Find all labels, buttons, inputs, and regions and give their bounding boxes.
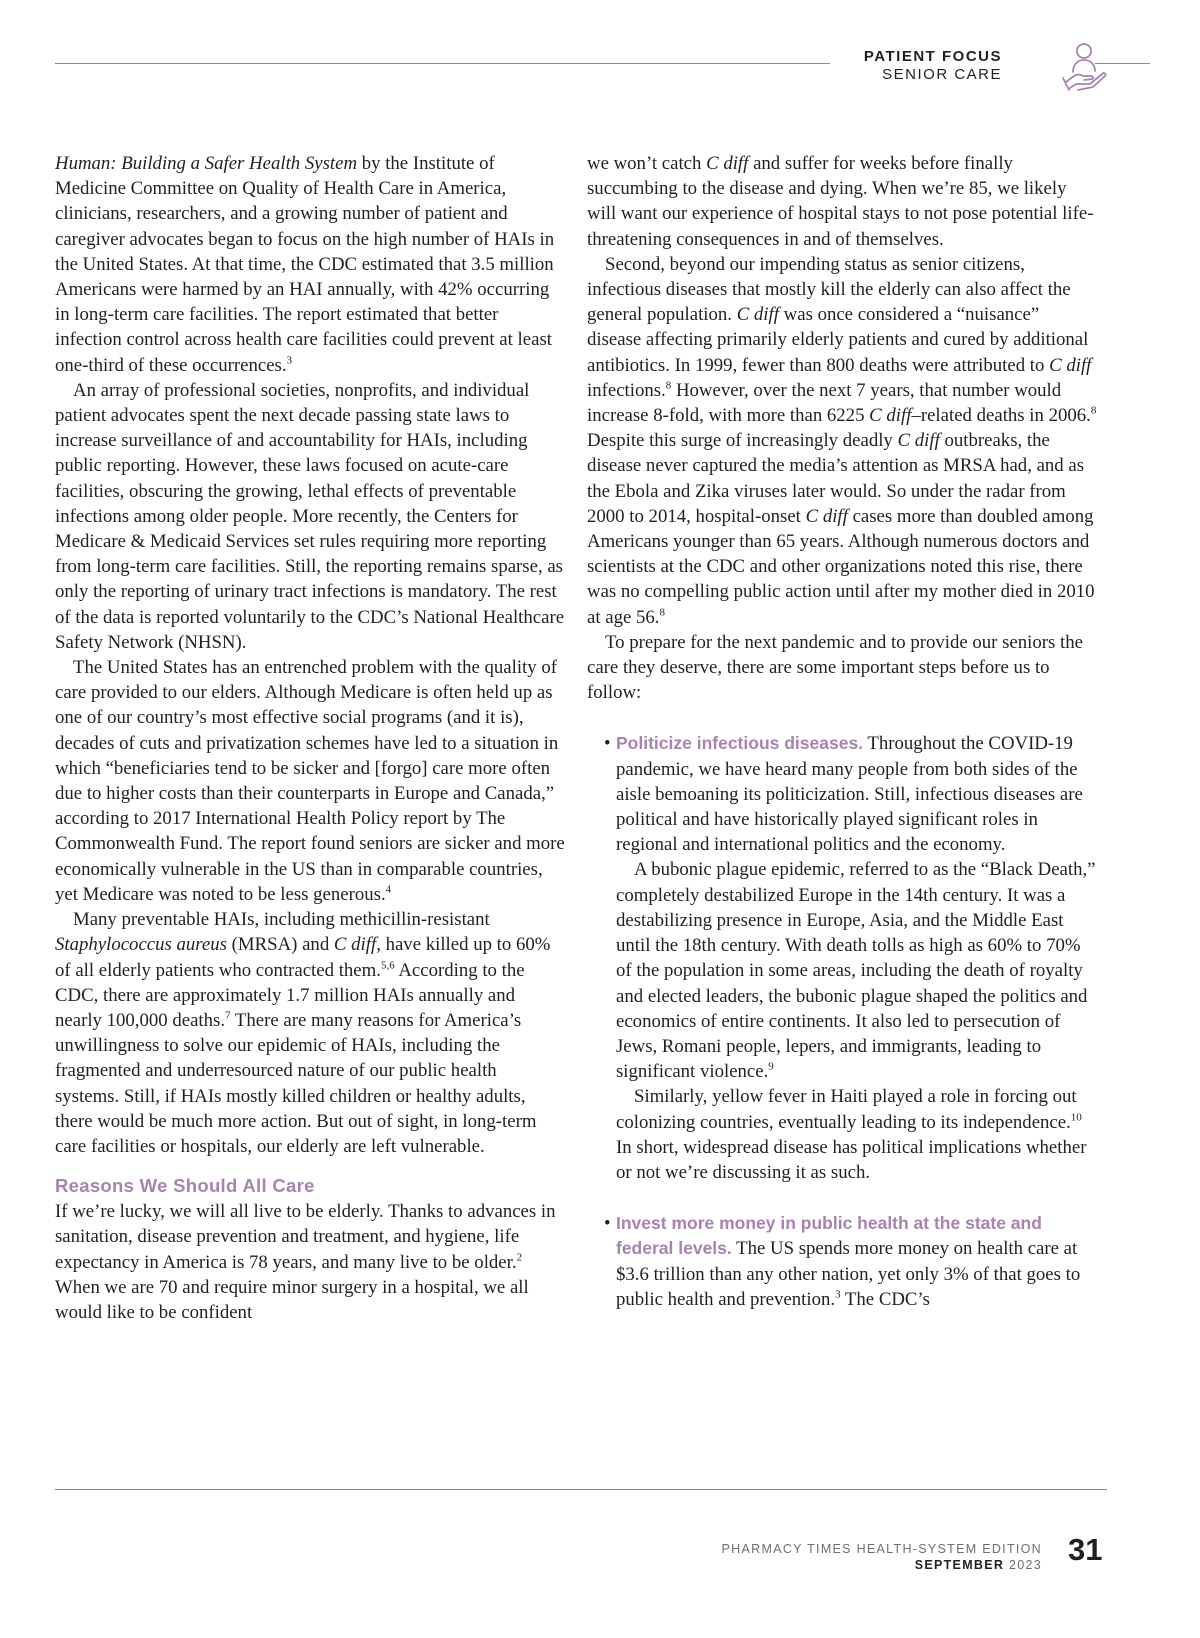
caring-hand-person-icon xyxy=(1060,40,1116,96)
publication-name: PHARMACY TIMES HEALTH-SYSTEM EDITION xyxy=(721,1542,1042,1556)
header-rule-left xyxy=(55,63,830,64)
bullet-1-paragraph-3: Similarly, yellow fever in Haiti played a role in forcing out colonizing countries, eventually leading to its independence.$^{10}$ In short, widespread disease has political implications whether or not we’re discussing it as such. xyxy=(616,1086,1087,1183)
right-paragraph-3: To prepare for the next pandemic and to provide our seniors the care they deserve, there are some important steps before us to follow: xyxy=(587,631,1083,704)
left-paragraph-2: An array of professional societies, nonprofits, and individual patient advocates spent the next decade passing state laws to increase surveillance of and accountability for HAIs, including public reporting. However, these laws focused on acute-care facilities, obscuring the growing, lethal effects of preventable infections among older people. More recently, the Centers for Medicare & Medicaid Services set rules requiring more reporting from long-term care facilities. Still, the reporting remains sparse, as only the reporting of urinary tract infections is mandatory. The rest of the data is reported voluntarily to the CDC’s National Healthcare Safety Network (NHSN). xyxy=(55,379,565,653)
footer-publication xyxy=(722,1541,1042,1573)
bullet-1-label: Politicize infectious diseases. xyxy=(616,733,864,754)
bullet-2-paragraph-1: Invest more money in public health at the state and federal levels. The US spends more money on health care at $3.6 trillion than any other nation, yet only 3% of that goes to public health and prevention.$^3$ The CDC’s xyxy=(616,1213,1081,1310)
section-subtitle: SENIOR CARE xyxy=(882,66,1002,83)
left-paragraph-1: Human: Building a Safer Health System by the Institute of Medicine Committee on Quality of Health Care in America, clinicians, researchers, and a growing number of patient and caregiver advocates began to focus on the high number of HAIs in the United States. At that time, the CDC estimated that 3.5 million Americans were harmed by an HAI annually, with 42% occurring in long-term care facilities. The report estimated that better infection control across health care facilities could prevent at least one-third of these occurrences.$^3$ xyxy=(55,153,555,376)
left-paragraph-4: Many preventable HAIs, including methicillin-resistant Staphylococcus aureus (MRSA) and C diff, have killed up to 60% of all elderly patients who contracted them.$^{5,6}$ According to the CDC, there are approximately 1.7 million HAIs annually and nearly 100,000 deaths.$^7$ There are many reasons for America’s unwillingness to solve our epidemic of HAIs, including the fragmented and underresourced nature of our public health systems. Still, if HAIs mostly killed children or healthy adults, there would be much more action. But out of sight, in long-term care facilities or hospitals, our elderly are left vulnerable. xyxy=(55,909,551,1157)
subheading-reasons: Reasons We Should All Care xyxy=(55,1175,315,1197)
bullet-1-paragraph-1: Politicize infectious diseases. Throughout the COVID-19 pandemic, we have heard many people from both sides of the aisle bemoaning its politicization. Still, infectious diseases are political and have historically played significant roles in regional and international politics and the economy. xyxy=(616,733,1083,856)
right-column xyxy=(587,151,1097,1312)
bullet-invest xyxy=(587,1211,1097,1312)
bullet-politicize xyxy=(587,731,1097,1185)
bullet-2-label: Invest more money in public health at the state and federal levels. xyxy=(616,1213,1042,1259)
footer-rule xyxy=(55,1489,1107,1490)
page-number: 31 xyxy=(1068,1532,1103,1567)
section-header xyxy=(864,48,1002,84)
section-title: PATIENT FOCUS xyxy=(863,48,1002,65)
bullet-marker: • xyxy=(604,733,611,755)
issue-date: SEPTEMBER 2023 xyxy=(914,1558,1042,1572)
bullet-1-paragraph-2: A bubonic plague epidemic, referred to as the “Black Death,” completely destabilized Europe in the 14th century. It was a destabilizing presence in Europe, Asia, and the Middle East until the 18th century. With death tolls as high as 60% to 70% of the population in some areas, including the death of royalty and elected leaders, the bubonic plague shaped the politics and economics of entire continents. It also led to persecution of Jews, Romani people, lepers, and immigrants, leading to significant violence.$^9$ xyxy=(616,859,1096,1083)
left-column xyxy=(55,151,565,1325)
right-paragraph-1: we won’t catch C diff and suffer for weeks before finally succumbing to the disease and dying. When we’re 85, we likely will want our experience of hospital stays to not pose potential life-threatening consequences in and of themselves. xyxy=(587,153,1094,250)
left-paragraph-3: The United States has an entrenched problem with the quality of care provided to our elders. Although Medicare is often held up as one of our country’s most effective social programs (and it is), decades of cuts and privatization schemes have led to a situation in which “beneficiaries tend to be sicker and [forgo] care more often due to higher costs than their counterparts in Europe and Canada,” according to 2017 International Health Policy report by The Commonwealth Fund. The report found seniors are sicker and more economically vulnerable in the US than in comparable countries, yet Medicare was noted to be less generous.$^4$ xyxy=(55,657,565,905)
left-paragraph-5: If we’re lucky, we will all live to be elderly. Thanks to advances in sanitation, disease prevention and treatment, and hygiene, life expectancy in America is 78 years, and many live to be older.$^2$ When we are 70 and require minor surgery in a hospital, we all would like to be confident xyxy=(55,1201,556,1323)
right-paragraph-2: Second, beyond our impending status as senior citizens, infectious diseases that mostly kill the elderly can also affect the general population. C diff was once considered a “nuisance” disease affecting primarily elderly patients and cured by additional antibiotics. In 1999, fewer than 800 deaths were attributed to C diff infections.$^8$ However, over the next 7 years, that number would increase 8-fold, with more than 6225 C diff–related deaths in 2006.$^8$ Despite this surge of increasingly deadly C diff outbreaks, the disease never captured the media’s attention as MRSA had, and as the Ebola and Zika viruses later would. So under the radar from 2000 to 2014, hospital-onset C diff cases more than doubled among Americans younger than 65 years. Although numerous doctors and scientists at the CDC and other organizations noted this rise, there was no compelling public action until after my mother died in 2010 at age 56.$^8$ xyxy=(587,253,1097,628)
bullet-marker: • xyxy=(604,1213,611,1235)
